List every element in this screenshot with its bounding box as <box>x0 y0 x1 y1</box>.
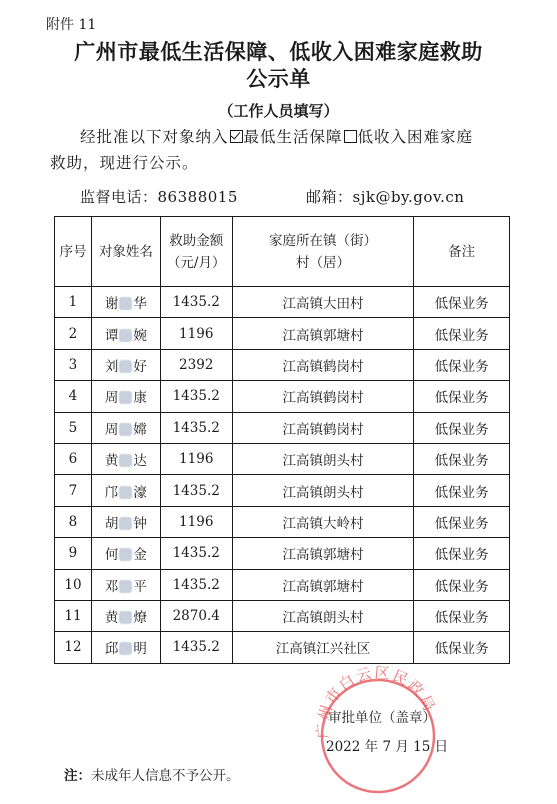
document-subtitle: （工作人员填写） <box>218 102 339 120</box>
cell-address: 江高镇鹤岗村 <box>232 412 414 443</box>
table-row <box>55 443 510 474</box>
cell-amount: 1435.2 <box>160 475 232 506</box>
redacted-mask <box>119 391 132 404</box>
approval-unit: 审批单位（盖章） <box>328 710 436 726</box>
cell-address: 江高镇大田村 <box>232 287 414 318</box>
table-row <box>55 569 510 600</box>
cell-remark: 低保业务 <box>414 318 510 349</box>
footnote-text: 未成年人信息不予公开。 <box>91 768 240 784</box>
cell-remark: 低保业务 <box>414 538 510 569</box>
attachment-label: 附件 11 <box>46 17 97 33</box>
cell-remark: 低保业务 <box>414 412 510 443</box>
intro-text-1: 经批准以下对象纳入 <box>80 128 229 146</box>
cell-address: 江高镇江兴社区 <box>232 632 414 663</box>
cell-address: 江高镇朗头村 <box>232 443 414 474</box>
cell-no: 7 <box>55 475 92 506</box>
redacted-mask <box>119 642 132 655</box>
cell-amount: 1435.2 <box>160 538 232 569</box>
cell-no: 6 <box>55 443 92 474</box>
cell-name: 谭 婉 <box>91 318 160 349</box>
cell-remark: 低保业务 <box>414 381 510 412</box>
supervision-phone <box>80 186 238 207</box>
cell-name: 周 嫦 <box>91 412 160 443</box>
cell-name: 谢 华 <box>91 287 160 318</box>
supervision-email <box>306 186 464 207</box>
cell-name: 胡 钟 <box>91 506 160 537</box>
cell-remark: 低保业务 <box>414 506 510 537</box>
cell-no: 8 <box>55 506 92 537</box>
cell-amount: 2392 <box>160 349 232 380</box>
table-header-row <box>55 217 510 287</box>
cell-remark: 低保业务 <box>414 443 510 474</box>
redacted-mask <box>119 454 132 467</box>
footnote <box>64 764 240 784</box>
cell-address: 江高镇郭塘村 <box>232 538 414 569</box>
phone-label: 监督电话： <box>80 188 158 206</box>
redacted-mask <box>119 548 132 561</box>
cell-no: 4 <box>55 381 92 412</box>
table-row <box>55 600 510 631</box>
redacted-mask <box>119 517 132 530</box>
cell-amount: 1435.2 <box>160 381 232 412</box>
redacted-mask <box>119 486 132 499</box>
cell-amount: 1435.2 <box>160 412 232 443</box>
cell-address: 江高镇鹤岗村 <box>232 381 414 412</box>
cell-name: 黄 达 <box>91 443 160 474</box>
document-title: 广州市最低生活保障、低收入困难家庭救助 <box>74 40 483 64</box>
email-label: 邮箱： <box>306 188 353 206</box>
intro-paragraph <box>50 124 520 176</box>
approval-date: 2022 年 7 月 15 日 <box>326 739 449 755</box>
recipients-table <box>54 216 510 664</box>
intro-text-2: 救助，现进行公示。 <box>50 154 199 172</box>
cell-name: 周 康 <box>91 381 160 412</box>
empty-checkbox-icon <box>344 130 357 143</box>
cell-name: 刘 好 <box>91 349 160 380</box>
cell-address: 江高镇郭塘村 <box>232 569 414 600</box>
cell-no: 2 <box>55 318 92 349</box>
redacted-mask <box>119 423 132 436</box>
cell-address: 江高镇大岭村 <box>232 506 414 537</box>
option-min-living: 最低生活保障 <box>243 128 343 146</box>
redacted-mask <box>119 329 132 342</box>
cell-address: 江高镇鹤岗村 <box>232 349 414 380</box>
header-name: 对象姓名 <box>91 217 160 287</box>
cell-amount: 1196 <box>160 443 232 474</box>
table-row <box>55 287 510 318</box>
cell-name: 黄 燎 <box>91 600 160 631</box>
table-row <box>55 506 510 537</box>
svg-text:广州市白云区民政局: 广州市白云区民政局 <box>313 664 440 740</box>
cell-name: 邝 濠 <box>91 475 160 506</box>
cell-name: 邱 明 <box>91 632 160 663</box>
header-address: 家庭所在镇（街） 村（居） <box>232 217 414 287</box>
cell-no: 12 <box>55 632 92 663</box>
cell-no: 10 <box>55 569 92 600</box>
redacted-mask <box>119 360 132 373</box>
cell-amount: 1435.2 <box>160 569 232 600</box>
footnote-label: 注： <box>64 768 91 784</box>
email-address: sjk@by.gov.cn <box>352 188 465 206</box>
cell-remark: 低保业务 <box>414 600 510 631</box>
table-row <box>55 632 510 663</box>
cell-amount: 1435.2 <box>160 287 232 318</box>
table-row <box>55 349 510 380</box>
redacted-mask <box>119 580 132 593</box>
cell-amount: 1196 <box>160 318 232 349</box>
cell-address: 江高镇朗头村 <box>232 600 414 631</box>
cell-remark: 低保业务 <box>414 475 510 506</box>
table-row <box>55 381 510 412</box>
cell-amount: 1435.2 <box>160 632 232 663</box>
cell-remark: 低保业务 <box>414 632 510 663</box>
cell-name: 邓 平 <box>91 569 160 600</box>
cell-name: 何 金 <box>91 538 160 569</box>
cell-address: 江高镇朗头村 <box>232 475 414 506</box>
cell-no: 3 <box>55 349 92 380</box>
header-no: 序号 <box>55 217 92 287</box>
document-title-line2: 公示单 <box>246 67 311 91</box>
official-seal-stamp <box>308 664 448 804</box>
cell-no: 5 <box>55 412 92 443</box>
cell-no: 1 <box>55 287 92 318</box>
table-row <box>55 538 510 569</box>
option-low-income: 低收入困难家庭 <box>357 128 474 146</box>
cell-no: 11 <box>55 600 92 631</box>
cell-remark: 低保业务 <box>414 287 510 318</box>
phone-number: 86388015 <box>157 188 238 206</box>
cell-amount: 2870.4 <box>160 600 232 631</box>
table-row <box>55 318 510 349</box>
cell-remark: 低保业务 <box>414 569 510 600</box>
redacted-mask <box>119 611 132 624</box>
checked-checkbox-icon <box>230 130 243 143</box>
cell-address: 江高镇郭塘村 <box>232 318 414 349</box>
cell-no: 9 <box>55 538 92 569</box>
table-row <box>55 475 510 506</box>
cell-amount: 1196 <box>160 506 232 537</box>
header-remark: 备注 <box>414 217 510 287</box>
header-amount: 救助金额 （元/月） <box>160 217 232 287</box>
cell-remark: 低保业务 <box>414 349 510 380</box>
redacted-mask <box>119 297 132 310</box>
table-row <box>55 412 510 443</box>
